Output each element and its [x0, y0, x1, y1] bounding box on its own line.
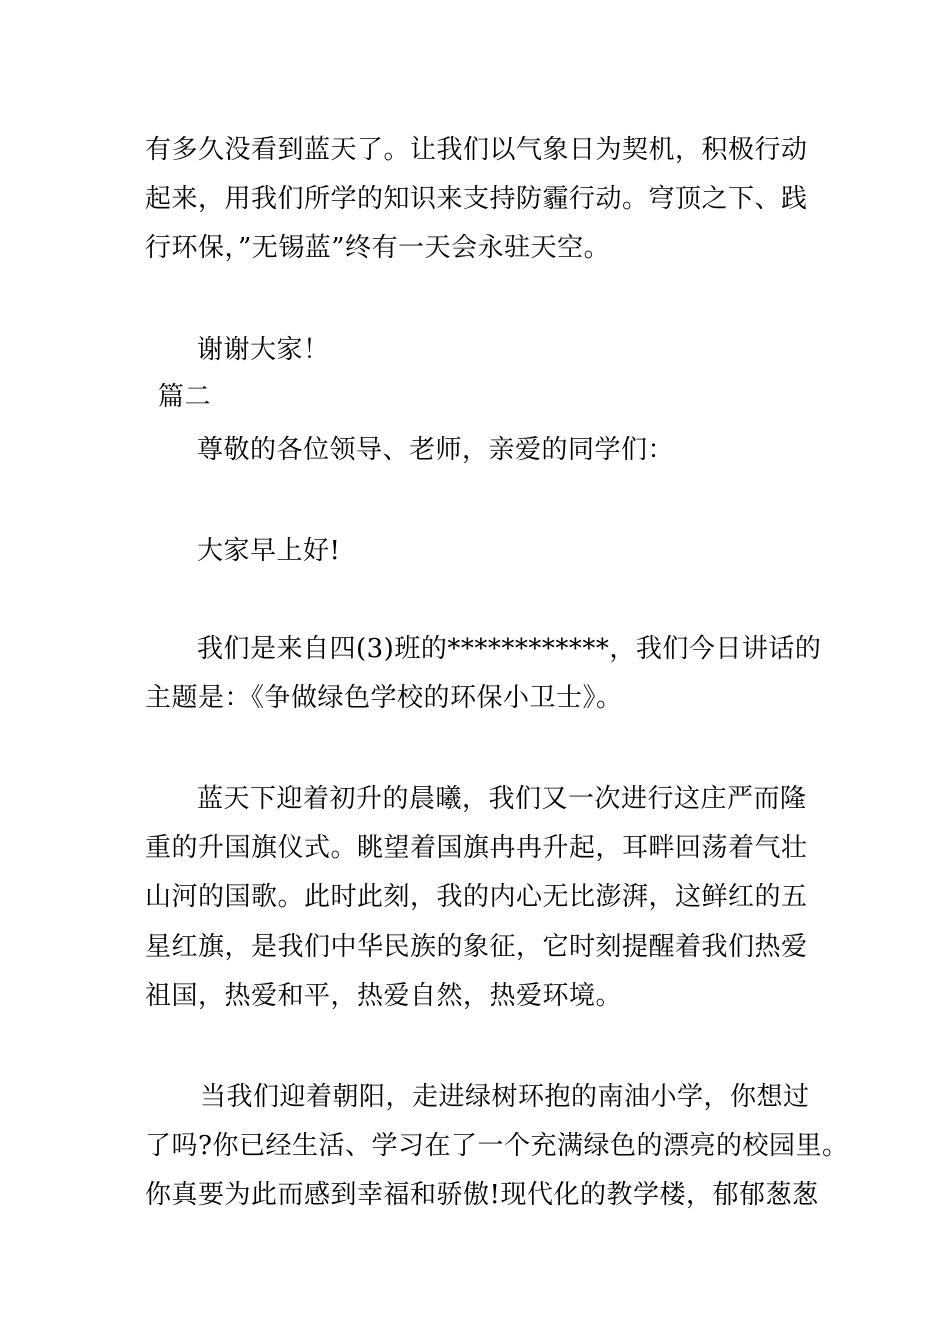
- morning-greeting: 大家早上好!: [197, 536, 341, 566]
- paragraph-line: 了吗?你已经生活、学习在了一个充满绿色的漂亮的校园里。: [145, 1131, 849, 1161]
- paragraph-line: 重的升国旗仪式。眺望着国旗冉冉升起，耳畔回荡着气壮: [145, 833, 808, 863]
- section-title: 篇二: [158, 382, 212, 412]
- paragraph-line: 主题是：《争做绿色学校的环保小卫士》。: [145, 683, 623, 713]
- paragraph-line: 祖国，热爱和平，热爱自然，热爱环境。: [145, 981, 623, 1011]
- paragraph-line: 当我们迎着朝阳，走进绿树环抱的南油小学，你想过: [200, 1082, 810, 1112]
- paragraph-line: 我们是来自四(3)班的************，我们今日讲话的: [197, 634, 822, 664]
- paragraph-line: 起来，用我们所学的知识来支持防霾行动。穹顶之下、践: [145, 184, 808, 214]
- paragraph-line: 有多久没看到蓝天了。让我们以气象日为契机，积极行动: [145, 135, 808, 165]
- paragraph-line: 山河的国歌。此时此刻，我的内心无比澎湃，这鲜红的五: [145, 882, 808, 912]
- paragraph-line: 星红旗，是我们中华民族的象征，它时刻提醒着我们热爱: [145, 932, 808, 962]
- paragraph-line: 行环保，”无锡蓝”终有一天会永驻天空。: [145, 233, 611, 263]
- greeting: 尊敬的各位领导、老师，亲爱的同学们：: [197, 435, 675, 465]
- paragraph-line: 蓝天下迎着初升的晨曦，我们又一次进行这庄严而隆: [197, 784, 807, 814]
- closing-thanks: 谢谢大家！: [197, 335, 330, 365]
- paragraph-line: 你真要为此而感到幸福和骄傲!现代化的教学楼，郁郁葱葱: [145, 1180, 819, 1210]
